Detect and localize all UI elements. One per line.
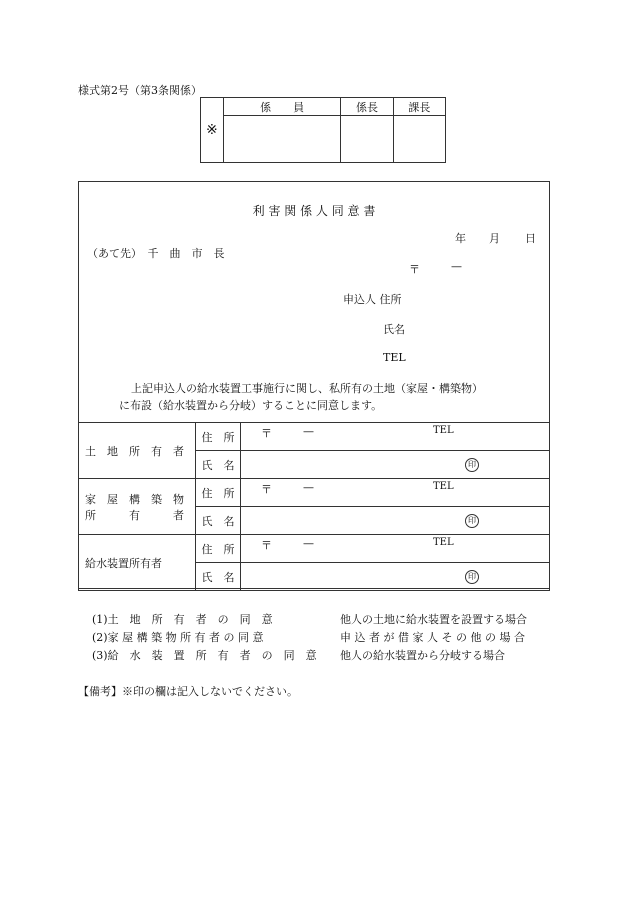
land-owner-label: [79, 423, 196, 479]
building-owner-name-field[interactable]: [241, 507, 550, 535]
applicant-postal-mark: 〒: [409, 263, 420, 276]
land-owner-label-text: 土 地 所 有 者: [85, 444, 184, 458]
consent-text-line1: 上記申込人の給水装置工事施行に関し、私所有の土地（家屋・構築物）: [131, 382, 483, 395]
land-owner-address-field[interactable]: [241, 423, 550, 451]
water-device-owner-label-text: 給水装置所有者: [85, 556, 162, 570]
land-owner-postal-mark: 〒: [261, 427, 272, 440]
water-device-owner-postal-dash: —: [303, 537, 314, 550]
building-owner-label-line2: 所 有 者: [85, 508, 184, 522]
note-1-case: 他人の土地に給水装置を設置する場合: [340, 613, 527, 626]
applicant-tel-label: TEL: [383, 351, 406, 364]
land-owner-seal-icon: 印: [465, 458, 479, 472]
applicant-address-label: 申込人 住所: [343, 293, 402, 306]
building-owner-address-label: 住 所: [196, 479, 241, 507]
note-1-condition: (1)土 地 所 有 者 の 同 意: [92, 613, 273, 626]
building-owner-address-field[interactable]: [241, 479, 550, 507]
water-device-owner-address-label: 住 所: [196, 535, 241, 563]
land-owner-postal-dash: —: [303, 425, 314, 438]
note-2-condition: (2)家 屋 構 築 物 所 有 者 の 同 意: [92, 631, 264, 644]
land-owner-address-label: 住 所: [196, 423, 241, 451]
office-use-table: [200, 97, 446, 163]
water-device-owner-seal-icon: 印: [465, 570, 479, 584]
office-mark: ※: [201, 98, 224, 163]
building-owner-postal-mark: 〒: [261, 483, 272, 496]
date-month: 月: [489, 232, 500, 245]
applicant-postal-dash: —: [451, 260, 462, 273]
date-year: 年: [455, 232, 466, 245]
owners-table: [78, 422, 550, 591]
staff-stamp-cell[interactable]: [223, 116, 341, 163]
building-owner-seal-icon: 印: [465, 514, 479, 528]
building-owner-postal-dash: —: [303, 481, 314, 494]
consent-text-line2: に布設（給水装置から分岐）することに同意します。: [119, 399, 383, 412]
consent-form: [78, 181, 550, 589]
building-owner-label-line1: 家 屋 構 築 物: [85, 492, 184, 506]
water-device-owner-name-field[interactable]: [241, 563, 550, 591]
land-owner-name-label: 氏 名: [196, 451, 241, 479]
note-2-case: 申 込 者 が 借 家 人 そ の 他 の 場 合: [340, 631, 525, 644]
section-head-stamp-cell[interactable]: [393, 116, 445, 163]
building-owner-name-label: 氏 名: [196, 507, 241, 535]
date-day: 日: [525, 232, 536, 245]
building-owner-label: [79, 479, 196, 535]
applicant-name-label: 氏名: [383, 323, 405, 336]
building-owner-tel-label: TEL: [433, 481, 454, 492]
note-3-condition: (3)給 水 装 置 所 有 者 の 同 意: [92, 649, 317, 662]
land-owner-name-field[interactable]: [241, 451, 550, 479]
chief-stamp-cell[interactable]: [341, 116, 393, 163]
addressee: （あて先） 千 曲 市 長: [87, 247, 225, 260]
chief-header: 係長: [341, 98, 393, 116]
note-3-case: 他人の給水装置から分岐する場合: [340, 649, 505, 662]
staff-header: 係 員: [223, 98, 341, 116]
water-device-owner-address-field[interactable]: [241, 535, 550, 563]
water-device-owner-label: [79, 535, 196, 591]
land-owner-tel-label: TEL: [433, 425, 454, 436]
water-device-owner-name-label: 氏 名: [196, 563, 241, 591]
form-title: 利 害 関 係 人 同 意 書: [252, 204, 376, 218]
water-device-owner-tel-label: TEL: [433, 537, 454, 548]
water-device-owner-postal-mark: 〒: [261, 539, 272, 552]
form-number: 様式第2号（第3条関係）: [78, 84, 202, 97]
section-head-header: 課長: [393, 98, 445, 116]
remark: 【備考】※印の欄は記入しないでください。: [78, 685, 298, 698]
